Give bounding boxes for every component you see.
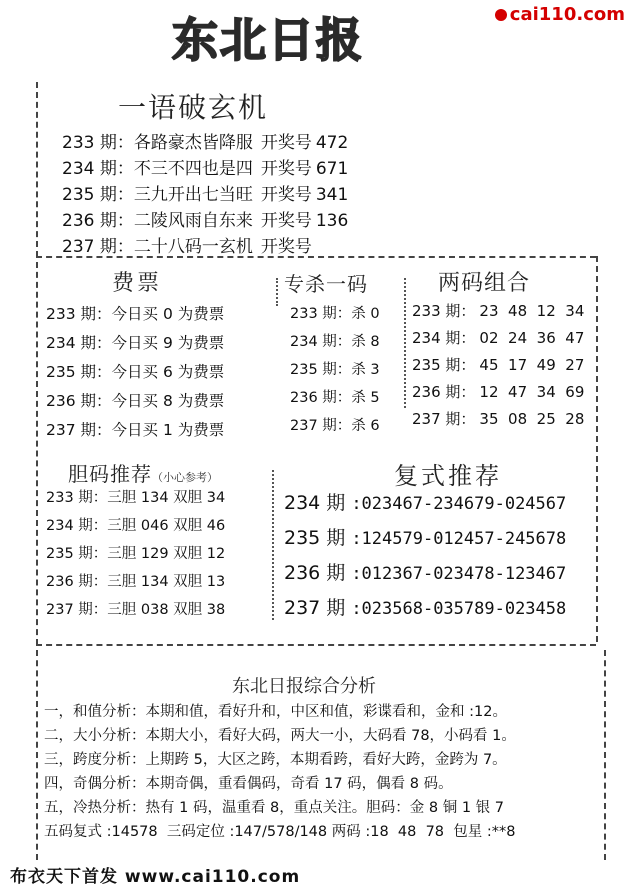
pair-codes: 35 08 25 28 xyxy=(479,410,585,428)
oracle-label: 开奖号 xyxy=(260,211,312,231)
compound-codes: :124579-012457-245678 xyxy=(351,529,567,549)
site-url-top: cai110.com xyxy=(509,4,625,25)
oracle-period: 235 期 xyxy=(62,185,117,205)
oracle-label: 开奖号 xyxy=(260,159,312,179)
oracle-row xyxy=(62,206,348,231)
pair-period: 235 期： xyxy=(412,356,476,374)
bold-pick-row: 234 期：三胆 046 双胆 46 xyxy=(46,518,226,534)
pair-period: 237 期： xyxy=(412,410,476,428)
compound-row xyxy=(284,523,566,550)
oracle-phrase: 二陵风雨自东来 xyxy=(133,211,253,231)
frame-left-mid xyxy=(36,262,38,645)
divider-dots-2 xyxy=(404,278,406,408)
oracle-phrase: 各路豪杰皆降服 xyxy=(133,133,253,153)
compound-row xyxy=(284,488,566,515)
pair-codes: 02 24 36 47 xyxy=(479,329,585,347)
pair-codes: 45 17 49 27 xyxy=(479,356,585,374)
divider-dots-1 xyxy=(276,278,278,306)
oracle-period: 236 期 xyxy=(62,211,117,231)
kill-row: 233 期：杀 0 xyxy=(290,306,380,322)
analysis-row: 三，跨度分析：上期跨 5，大区之跨，本期看跨，看好大跨，金跨为 7。 xyxy=(44,752,507,768)
pair-row xyxy=(412,381,584,402)
oracle-sep: ： xyxy=(116,159,134,179)
pair-row xyxy=(412,327,584,348)
free-row: 237 期：今日买 1 为费票 xyxy=(46,421,225,439)
bold-pick-row: 236 期：三胆 134 双胆 13 xyxy=(46,574,226,590)
free-row: 236 期：今日买 8 为费票 xyxy=(46,392,225,410)
bold-pick-row: 237 期：三胆 038 双胆 38 xyxy=(46,602,226,618)
oracle-number: 671 xyxy=(315,159,349,179)
analysis-row: 四，奇偶分析：本期奇偶，重看偶码，奇看 17 码，偶看 8 码。 xyxy=(44,776,453,792)
compound-codes: :023568-035789-023458 xyxy=(351,599,567,619)
bold-pick-header xyxy=(68,458,218,487)
compound-codes: :012367-023478-123467 xyxy=(351,564,567,584)
frame-left-top xyxy=(36,82,38,257)
frame-right xyxy=(596,256,598,642)
pair-row xyxy=(412,354,584,375)
kill-row: 235 期：杀 3 xyxy=(290,362,380,378)
kill-title: 专杀一码 xyxy=(284,272,368,296)
kill-row: 237 期：杀 6 xyxy=(290,418,380,434)
analysis-row: 五，冷热分析：热有 1 码，温重看 8，重点关注。胆码：金 8 铜 1 银 7 xyxy=(44,800,504,816)
oracle-period: 234 期 xyxy=(62,159,117,179)
oracle-row xyxy=(62,232,316,257)
compound-period: 237 期 xyxy=(284,597,346,619)
oracle-phrase: 不三不四也是四 xyxy=(133,159,253,179)
pair-row xyxy=(412,300,584,321)
analysis-row: 五码复式 :14578 三码定位 :147/578/148 两码 :18 48 78 包星 :**8 xyxy=(44,824,516,840)
oracle-sep: ： xyxy=(116,211,134,231)
oracle-phrase: 二十八码一玄机 xyxy=(133,237,253,257)
pair-codes: 12 47 34 69 xyxy=(479,383,585,401)
bold-pick-title: 胆码推荐 xyxy=(68,462,152,486)
analysis-title: 东北日报综合分析 xyxy=(232,676,376,697)
oracle-period: 233 期 xyxy=(62,133,117,153)
oracle-number: 472 xyxy=(315,133,349,153)
free-row: 234 期：今日买 9 为费票 xyxy=(46,334,225,352)
oracle-phrase: 三九开出七当旺 xyxy=(133,185,253,205)
compound-row xyxy=(284,593,566,620)
pair-period: 234 期： xyxy=(412,329,476,347)
kill-row: 234 期：杀 8 xyxy=(290,334,380,350)
frame-left-bottom xyxy=(36,650,38,860)
oracle-row xyxy=(62,154,348,179)
compound-codes: :023467-234679-024567 xyxy=(351,494,567,514)
compound-period: 236 期 xyxy=(284,562,346,584)
oracle-row xyxy=(62,128,348,153)
pair-period: 236 期： xyxy=(412,383,476,401)
masthead-title: 东北日报 xyxy=(172,13,364,67)
pair-codes: 23 48 12 34 xyxy=(479,302,585,320)
free-title: 费票 xyxy=(112,271,163,296)
oracle-number: 136 xyxy=(315,211,349,231)
free-row: 233 期：今日买 0 为费票 xyxy=(46,305,225,323)
kill-row: 236 期：杀 5 xyxy=(290,390,380,406)
frame-right-bottom xyxy=(604,650,606,860)
analysis-row: 一，和值分析：本期和值，看好升和，中区和值，彩谍看和，金和 :12。 xyxy=(44,704,507,720)
compound-title: 复式推荐 xyxy=(394,462,502,490)
compound-row xyxy=(284,558,566,585)
oracle-label: 开奖号 xyxy=(260,237,312,257)
pair-period: 233 期： xyxy=(412,302,476,320)
oracle-period: 237 期 xyxy=(62,237,117,257)
pair-title: 两码组合 xyxy=(438,271,531,296)
frame-divider-2 xyxy=(36,644,596,646)
section1-title: 一语破玄机 xyxy=(118,91,269,124)
free-row: 235 期：今日买 6 为费票 xyxy=(46,363,225,381)
bold-pick-row: 233 期：三胆 134 双胆 34 xyxy=(46,490,226,506)
site-logo[interactable] xyxy=(495,4,625,25)
oracle-sep: ： xyxy=(116,185,134,205)
logo-dot-icon xyxy=(495,9,507,21)
oracle-label: 开奖号 xyxy=(260,133,312,153)
divider-dots-3 xyxy=(272,470,274,620)
oracle-sep: ： xyxy=(116,133,134,153)
analysis-row: 二，大小分析：本期大小，看好大码，两大一小，大码看 78，小码看 1。 xyxy=(44,728,516,744)
oracle-number: 341 xyxy=(315,185,349,205)
compound-period: 234 期 xyxy=(284,492,346,514)
oracle-row xyxy=(62,180,348,205)
oracle-label: 开奖号 xyxy=(260,185,312,205)
footer-credit[interactable]: 布衣天下首发 www.cai110.com xyxy=(10,867,301,887)
compound-period: 235 期 xyxy=(284,527,346,549)
bold-pick-row: 235 期：三胆 129 双胆 12 xyxy=(46,546,226,562)
oracle-sep: ： xyxy=(116,237,134,257)
bold-pick-note: （小心参考） xyxy=(152,471,218,484)
pair-row xyxy=(412,408,584,429)
